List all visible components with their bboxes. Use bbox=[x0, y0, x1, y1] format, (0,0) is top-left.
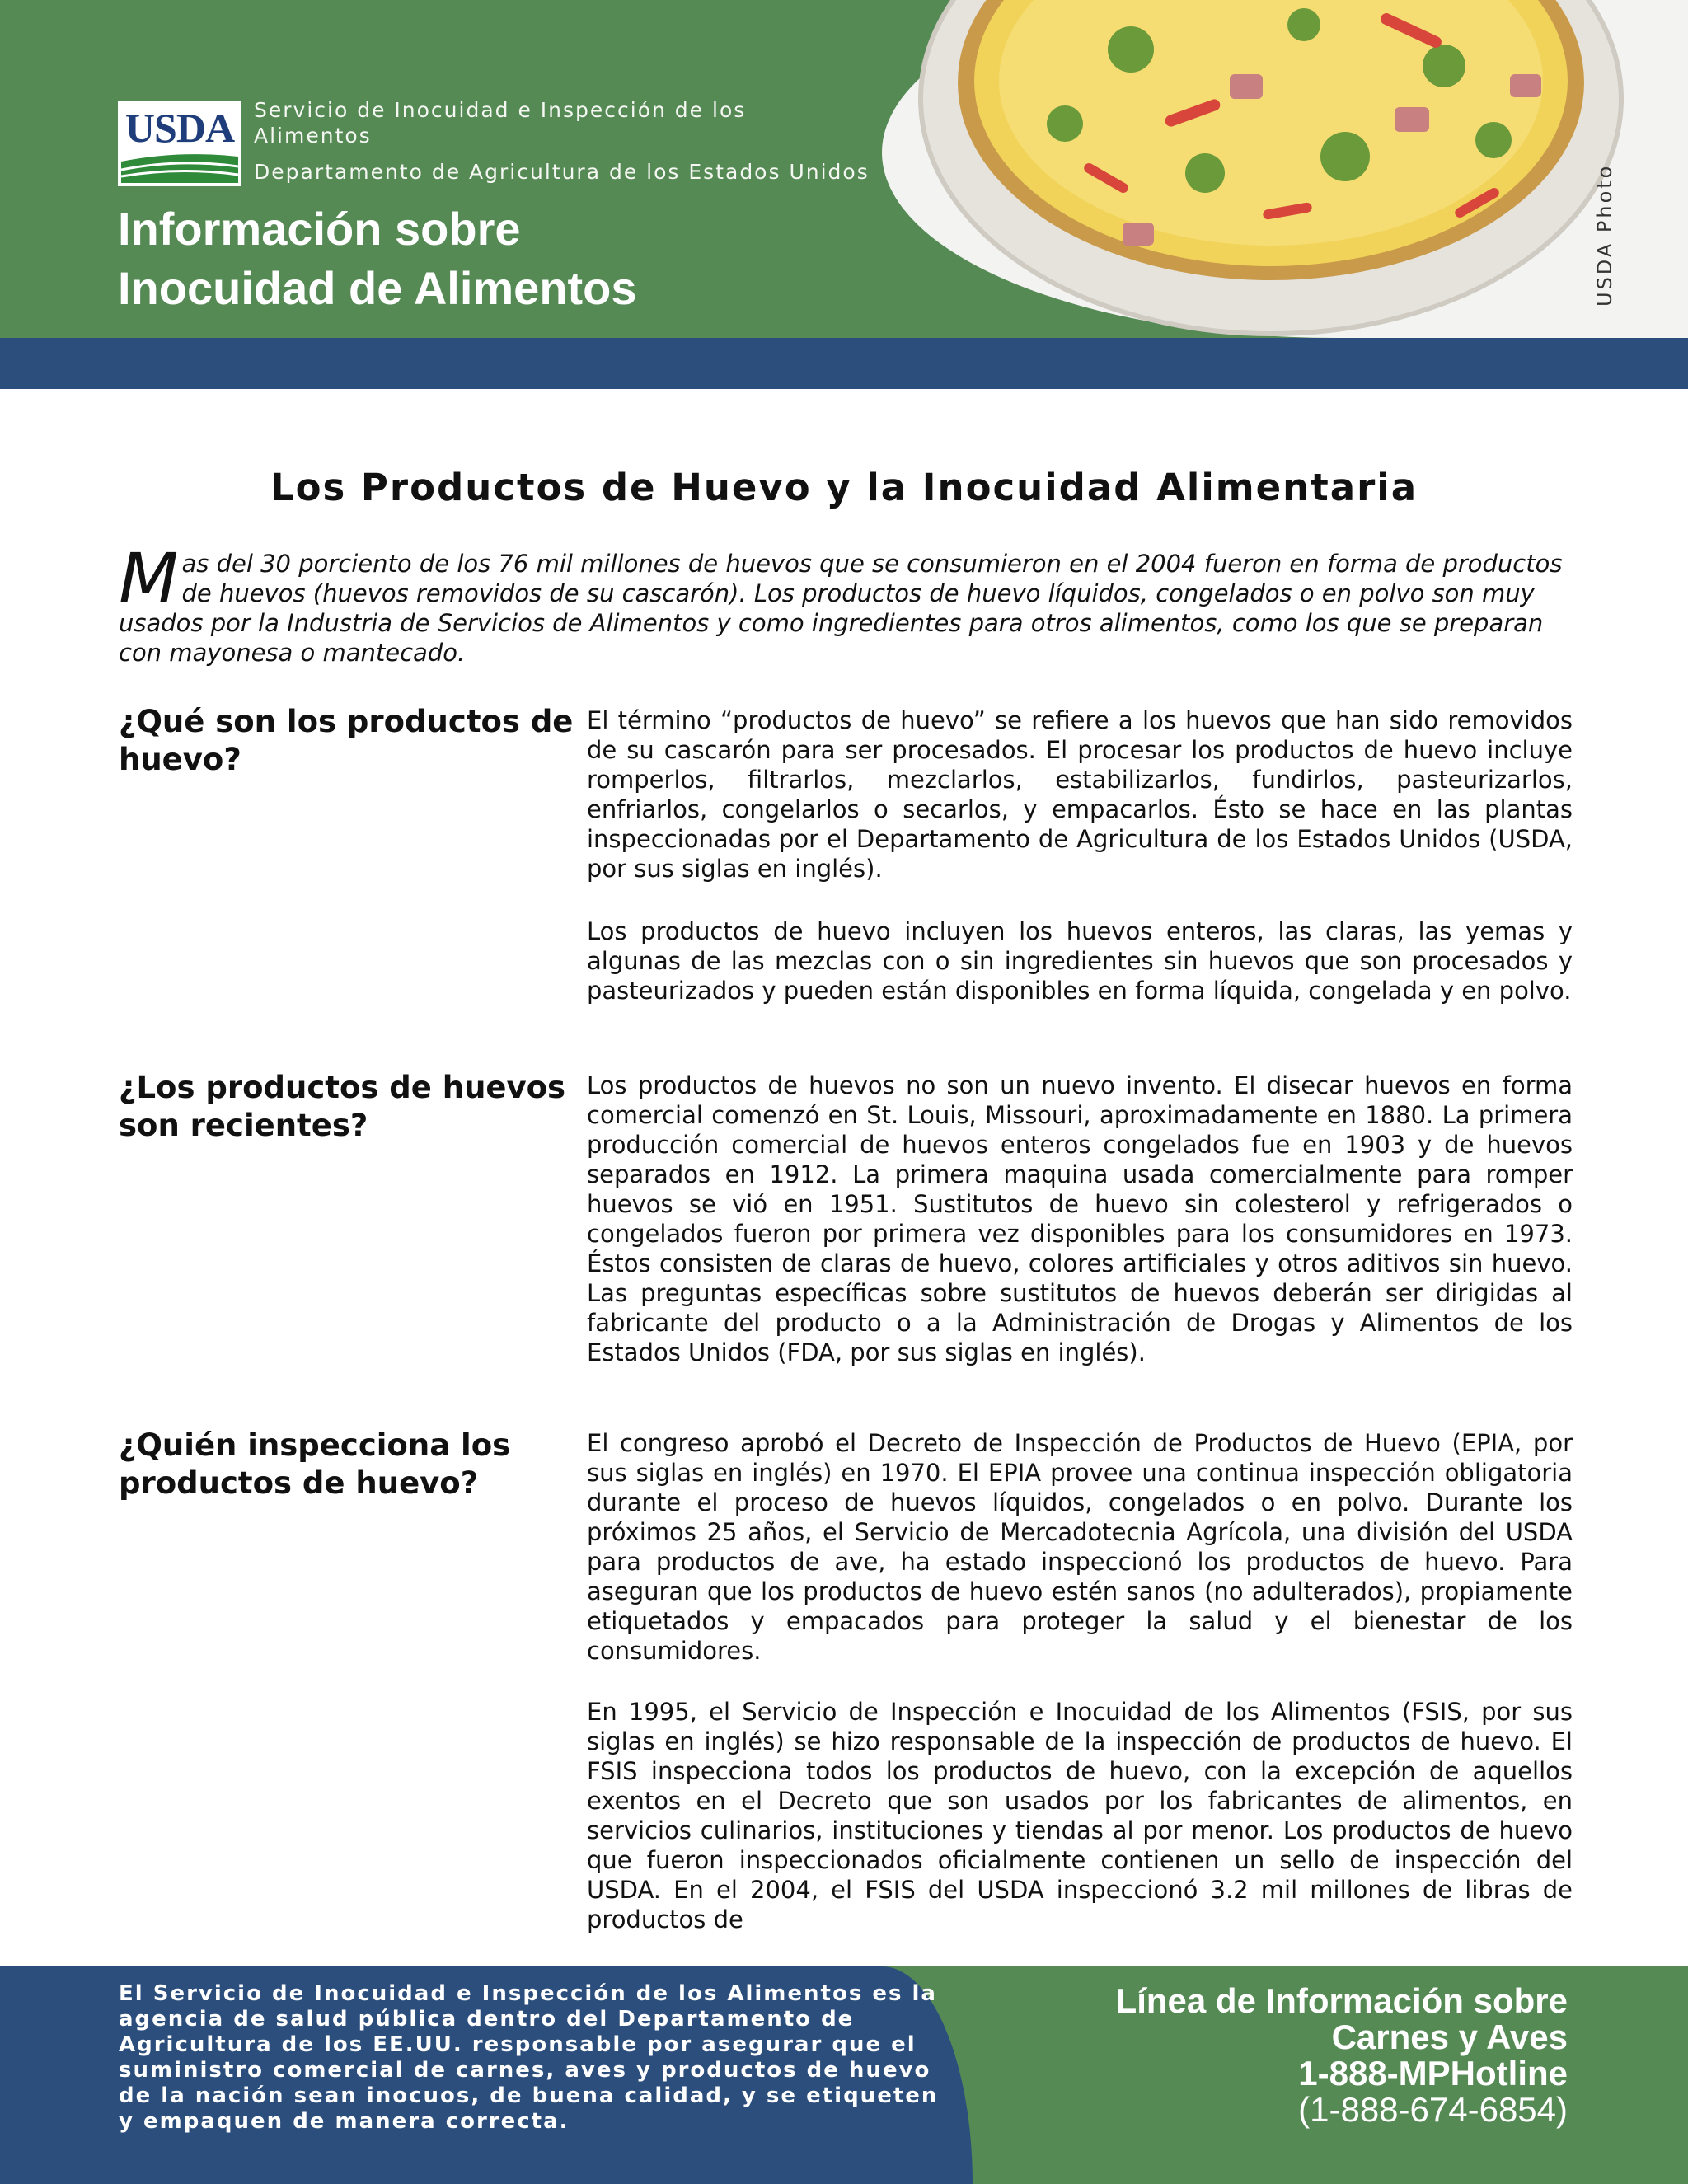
footer bbox=[0, 1966, 1688, 2184]
section-answer-3-p2: En 1995, el Servicio de Inspección e Inocuidad de los Alimentos (FSIS, por sus siglas en inglés) se hizo responsable de la inspección de productos de huevo. El FSIS inspecciona todos los productos de huevo, con la excepción de aquellos exentos en el Decreto que son usados por los fabricantes de alimentos, en servicios culinarios, instituciones y tiendas al por menor. Los productos de huevo que fueron inspeccionados oficialmente contienen un sello de inspección del USDA. En el 2004, el FSIS del USDA inspeccionó 3.2 mil millones de libras de productos de bbox=[587, 1698, 1573, 1933]
usda-logo bbox=[118, 101, 241, 186]
hotline-block bbox=[1116, 1983, 1568, 2128]
section-question-3: ¿Quién inspecciona los productos de huevo? bbox=[119, 1427, 511, 1501]
usda-logo-field-graphic bbox=[121, 150, 238, 183]
photo-credit: USDA Photo bbox=[1593, 163, 1616, 307]
intro-dropcap: M bbox=[119, 538, 179, 619]
section-answer-3-p1: El congreso aprobó el Decreto de Inspección de Productos de Huevo (EPIA, por sus siglas en inglés) en 1970. El EPIA provee una continua inspección obligatoria durante el proceso de huevos líquidos, congelados o en polvo. Durante los próximos 25 años, el Servicio de Mercadotecnia Agrícola, una división del USDA para productos de ave, ha estado inspeccionó los productos de huevo. Para aseguran que los productos de huevo estén sanos (no adulterados), propiamente etiquetados y empacados para proteger la salud y el bienestar de los consumidores. bbox=[587, 1429, 1573, 1665]
document-title: Los Productos de Huevo y la Inocuidad Alimentaria bbox=[270, 466, 1418, 509]
intro-text: as del 30 porciento de los 76 mil millones de huevos que se consumieron en el 2004 fueron en forma de productos de huevos (huevos removidos de su cascarón). Los productos de huevo líquidos, congelados o en polvo son muy usados por la Industria de Servicios de Alimentos y como ingredientes para otros alimentos, como los que se preparan con mayonesa o mantecado. bbox=[119, 550, 1563, 667]
usda-logo-text: USDA bbox=[124, 105, 235, 151]
hotline-phone-name: 1-888-MPHotline bbox=[1298, 2054, 1568, 2093]
section-answer-1-p2: Los productos de huevo incluyen los huevos enteros, las claras, las yemas y algunas de las mezclas con o sin ingredientes sin huevos que son procesados y pasteurizados y pueden están disponibles en forma líquida, congelada y en polvo. bbox=[587, 917, 1573, 1005]
footer-mission-statement: El Servicio de Inocuidad e Inspección de los Alimentos es la agencia de salud pública dentro del Departamento de Agricultura de los EE.UU. responsable por asegurar que el suministro comercial de carnes, aves y productos de huevo de la nación sean inocuos, de buena calidad, y se etiqueten y empaquen de manera correcta. bbox=[119, 1981, 939, 2134]
hotline-line1: Línea de Información sobre bbox=[1115, 1981, 1568, 2020]
hotline-line2: Carnes y Aves bbox=[1331, 2018, 1568, 2056]
publication-title-line2: Inocuidad de Alimentos bbox=[118, 262, 637, 314]
publication-title-line1: Información sobre bbox=[118, 203, 521, 255]
hotline-phone-number: (1-888-674-6854) bbox=[1298, 2090, 1568, 2129]
header-banner bbox=[0, 0, 1688, 338]
publication-title bbox=[118, 199, 637, 318]
section-answer-1-p1: El término “productos de huevo” se refiere a los huevos que han sido removidos de su cascarón para ser procesados. El procesar los productos de huevo incluye romperlos, filtrarlos, mezclarlos, estabilizarlos, fundirlos, pasteurizarlos, enfriarlos, congelarlos o secarlos, y empacarlos. Ésto se hace en las plantas inspeccionadas por el Departamento de Agricultura de los Estados Unidos (USDA, por sus siglas en inglés). bbox=[587, 706, 1573, 883]
header-blue-band bbox=[0, 338, 1688, 389]
section-answer-2-p1: Los productos de huevos no son un nuevo invento. El disecar huevos en forma comercial comenzó en St. Louis, Missouri, aproximadamente en 1880. La primera producción comercial de huevos enteros congelados fue en 1903 y de huevos separados en 1912. La primera maquina usada comercialmente para romper huevos se vió en 1951. Sustitutos de huevo sin colesterol y refrigerados o congelados fueron por primera vez disponibles para los consumidores en 1973. Éstos consisten de claras de huevo, colores artificiales y otros aditivos sin huevo. Las preguntas específicas sobre sustitutos de huevos deberán ser dirigidas al fabricante del producto o a la Administración de Drogas y Alimentos de los Estados Unidos (FDA, por sus siglas en inglés). bbox=[587, 1071, 1573, 1366]
section-question-2: ¿Los productos de huevos son recientes? bbox=[119, 1070, 566, 1143]
department-name: Departamento de Agricultura de los Estados Unidos bbox=[254, 160, 870, 184]
intro-paragraph bbox=[119, 538, 1569, 668]
section-question-1: ¿Qué son los productos de huevo? bbox=[119, 704, 574, 777]
quiche-photo bbox=[917, 0, 1625, 338]
agency-name: Servicio de Inocuidad e Inspección de los Alimentos bbox=[254, 98, 747, 148]
